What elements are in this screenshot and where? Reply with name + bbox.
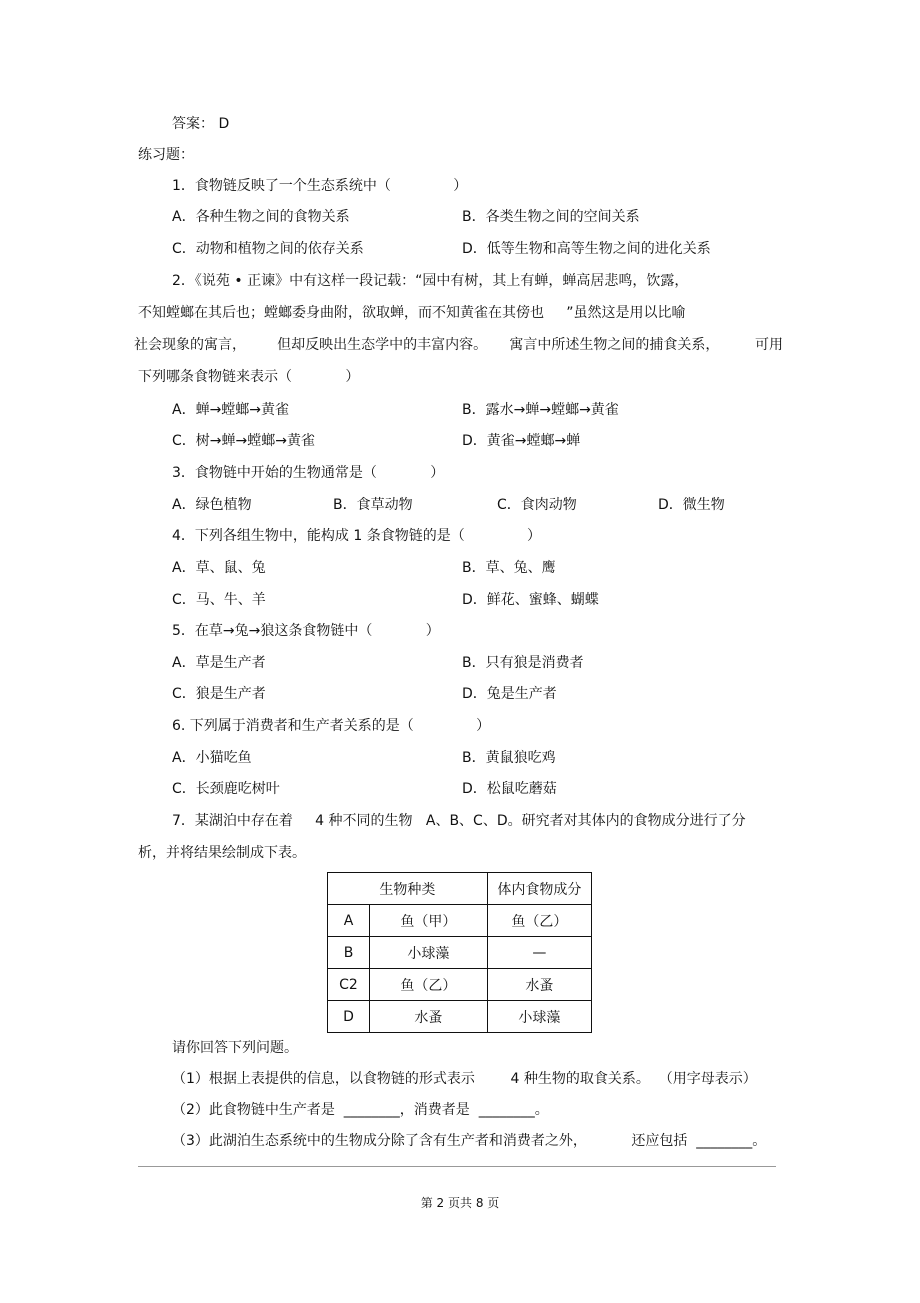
q6-option-c: C．长颈鹿吃树叶 <box>172 781 280 797</box>
q5-option-c: C．狼是生产者 <box>172 686 266 702</box>
q7-sub2: （2）此食物链中生产者是 ________，消费者是 ________。 <box>172 1102 549 1118</box>
row-food: 鱼（乙） <box>487 905 591 937</box>
q4-option-a: A．草、鼠、兔 <box>172 560 266 576</box>
q5-option-d: D．兔是生产者 <box>462 686 557 702</box>
q4-stem: 4．下列各组生物中，能构成 1 条食物链的是（ ） <box>172 528 542 544</box>
row-species: 鱼（乙） <box>370 969 488 1001</box>
q5-option-b: B．只有狼是消费者 <box>462 655 584 671</box>
q1-option-c: C．动物和植物之间的依存关系 <box>172 241 364 257</box>
q2-option-a: A．蝉→螳螂→黄雀 <box>172 402 290 418</box>
q3-option-d: D．微生物 <box>658 497 725 513</box>
row-id: A <box>328 905 370 937</box>
q7-prompt: 请你回答下列问题。 <box>172 1040 298 1056</box>
page-number: 第 2 页共 8 页 <box>420 1196 500 1210</box>
q2-line4: 下列哪条食物链来表示（ ） <box>138 369 360 385</box>
table-header-species: 生物种类 <box>328 873 488 905</box>
q2-line3: 社会现象的寓言， 但却反映出生态学中的丰富内容。 寓言中所述生物之间的捕食关系， 可用 <box>134 337 784 353</box>
section-title: 练习题： <box>138 147 194 163</box>
q4-option-d: D．鲜花、蜜蜂、蝴蝶 <box>462 592 599 608</box>
row-id: B <box>328 937 370 969</box>
q6-option-a: A．小猫吃鱼 <box>172 750 252 766</box>
row-species: 鱼（甲） <box>370 905 488 937</box>
table-row <box>328 969 592 1001</box>
row-id: D <box>328 1001 370 1033</box>
q2-option-d: D．黄雀→螳螂→蝉 <box>462 433 581 449</box>
q6-stem: 6. 下列属于消费者和生产者关系的是（ ） <box>172 718 491 734</box>
q7-sub1: （1）根据上表提供的信息，以食物链的形式表示 4 种生物的取食关系。 （用字母表示） <box>172 1071 757 1087</box>
q6-option-b: B．黄鼠狼吃鸡 <box>462 750 556 766</box>
q7-sub3: （3）此湖泊生态系统中的生物成分除了含有生产者和消费者之外， 还应包括 ________。 <box>172 1133 767 1149</box>
q1-option-b: B．各类生物之间的空间关系 <box>462 209 640 225</box>
q1-stem: 1．食物链反映了一个生态系统中（ ） <box>172 178 468 194</box>
q1-option-d: D．低等生物和高等生物之间的进化关系 <box>462 241 711 257</box>
row-food: 水蚤 <box>487 969 591 1001</box>
food-composition-table <box>327 872 592 1033</box>
table-row <box>328 1001 592 1033</box>
table-header-row <box>328 873 592 905</box>
footer-divider <box>138 1166 776 1167</box>
row-food: 小球藻 <box>487 1001 591 1033</box>
answer-line: 答案： D <box>172 116 230 132</box>
q7-line1: 7．某湖泊中存在着 4 种不同的生物 A、B、C、D。研究者对其体内的食物成分进行了分 <box>172 813 746 829</box>
q6-option-d: D．松鼠吃蘑菇 <box>462 781 557 797</box>
q2-option-c: C．树→蝉→螳螂→黄雀 <box>172 433 315 449</box>
row-species: 小球藻 <box>370 937 488 969</box>
q1-option-a: A．各种生物之间的食物关系 <box>172 209 350 225</box>
q4-option-b: B．草、兔、鹰 <box>462 560 556 576</box>
row-species: 水蚤 <box>370 1001 488 1033</box>
q3-option-b: B．食草动物 <box>333 497 413 513</box>
q3-option-a: A．绿色植物 <box>172 497 252 513</box>
table-row <box>328 905 592 937</box>
q2-line1: 2．《说苑 • 正谏》中有这样一段记载：“园中有树，其上有蝉，蝉高居悲鸣，饮露， <box>172 273 689 289</box>
q2-option-b: B．露水→蝉→螳螂→黄雀 <box>462 402 619 418</box>
q2-line2: 不知螳螂在其后也；螳螂委身曲附，欲取蝉，而不知黄雀在其傍也 ”虽然这是用以比喻 <box>138 305 686 321</box>
q4-option-c: C．马、牛、羊 <box>172 592 266 608</box>
q3-stem: 3．食物链中开始的生物通常是（ ） <box>172 465 445 481</box>
table-row <box>328 937 592 969</box>
q3-option-c: C．食肉动物 <box>497 497 577 513</box>
q5-stem: 5．在草→兔→狼这条食物链中（ ） <box>172 623 440 639</box>
row-food: — <box>487 937 591 969</box>
q5-option-a: A．草是生产者 <box>172 655 266 671</box>
row-id: C2 <box>328 969 370 1001</box>
q7-line2: 析，并将结果绘制成下表。 <box>138 845 306 861</box>
table-header-food: 体内食物成分 <box>487 873 591 905</box>
